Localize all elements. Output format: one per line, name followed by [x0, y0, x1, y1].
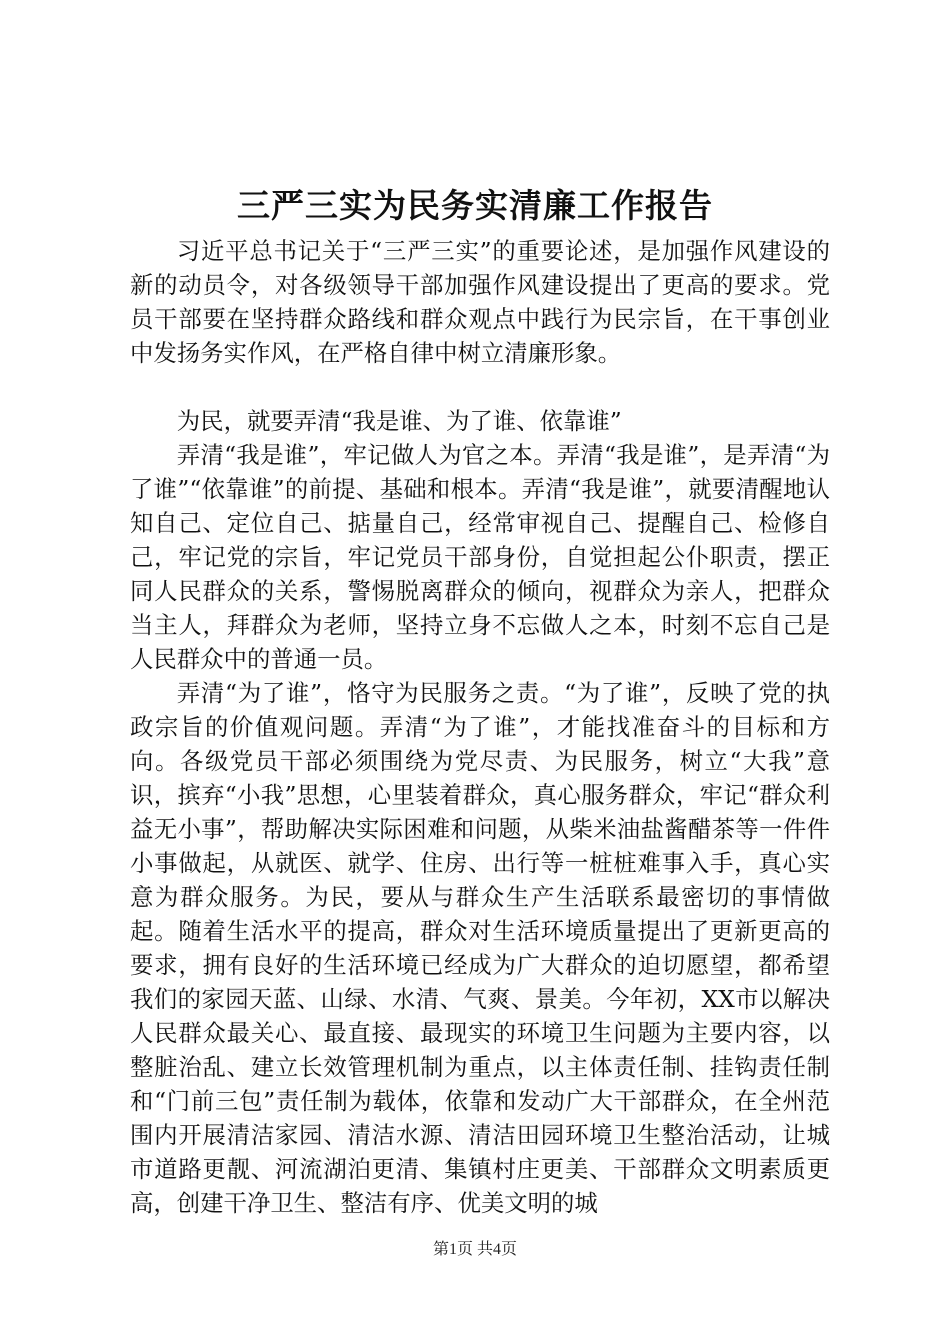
section-heading: 为民，就要弄清“我是谁、为了谁、依靠谁” [176, 407, 622, 435]
paragraph-for-whom: 弄清“为了谁”，恪守为民服务之责。“为了谁”，反映了党的执政宗旨的价值观问题。弄清“为了谁”，才能找准奋斗的目标和方向。各级党员干部必须围绕为党尽责、为民服务，树立“大我”意识，摈弃“小我”思想，心里装着群众，真心服务群众，牢记“群众利益无小事”，帮助解决实际困难和问题，从柴米油盐酱醋茶等一件件小事做起，从就医、就学、住房、出行等一桩桩难事入手，真心实意为群众服务。为民，要从与群众生产生活联系最密切的事情做起。随着生活水平的提高，群众对生活环境质量提出了更新更高的要求，拥有良好的生活环境已经成为广大群众的迫切愿望，都希望我们的家园天蓝、山绿、水清、气爽、景美。今年初，XX市以解决人民群众最关心、最直接、最现实的环境卫生问题为主要内容，以整脏治乱、建立长效管理机制为重点，以主体责任制、挂钩责任制和“门前三包”责任制为载体，依靠和发动广大干部群众，在全州范围内开展清洁家园、清洁水源、清洁田园环境卫生整治活动，让城市道路更靓、河流湖泊更清、集镇村庄更美、干部群众文明素质更高，创建干净卫生、整洁有序、优美文明的城 [130, 679, 830, 1217]
paragraph-who-am-i: 弄清“我是谁”，牢记做人为官之本。弄清“我是谁”，是弄清“为了谁”“依靠谁”的前提、基础和根本。弄清“我是谁”，就要清醒地认知自己、定位自己、掂量自己，经常审视自己、提醒自己、检修自己，牢记党的宗旨，牢记党员干部身份，自觉担起公仆职责，摆正同人民群众的关系，警惕脱离群众的倾向，视群众为亲人，把群众当主人，拜群众为老师，坚持立身不忘做人之本，时刻不忘自己是人民群众中的普通一员。 [130, 441, 830, 673]
paragraph-intro: 习近平总书记关于“三严三实”的重要论述，是加强作风建设的新的动员令，对各级领导干部加强作风建设提出了更高的要求。党员干部要在坚持群众路线和群众观点中践行为民宗旨，在干事创业中发扬务实作风，在严格自律中树立清廉形象。 [130, 237, 830, 367]
document-body [130, 234, 830, 1220]
document-title: 三严三实为民务实清廉工作报告 [237, 186, 713, 225]
page-number-footer: 第1页 共4页 [432, 1241, 517, 1258]
